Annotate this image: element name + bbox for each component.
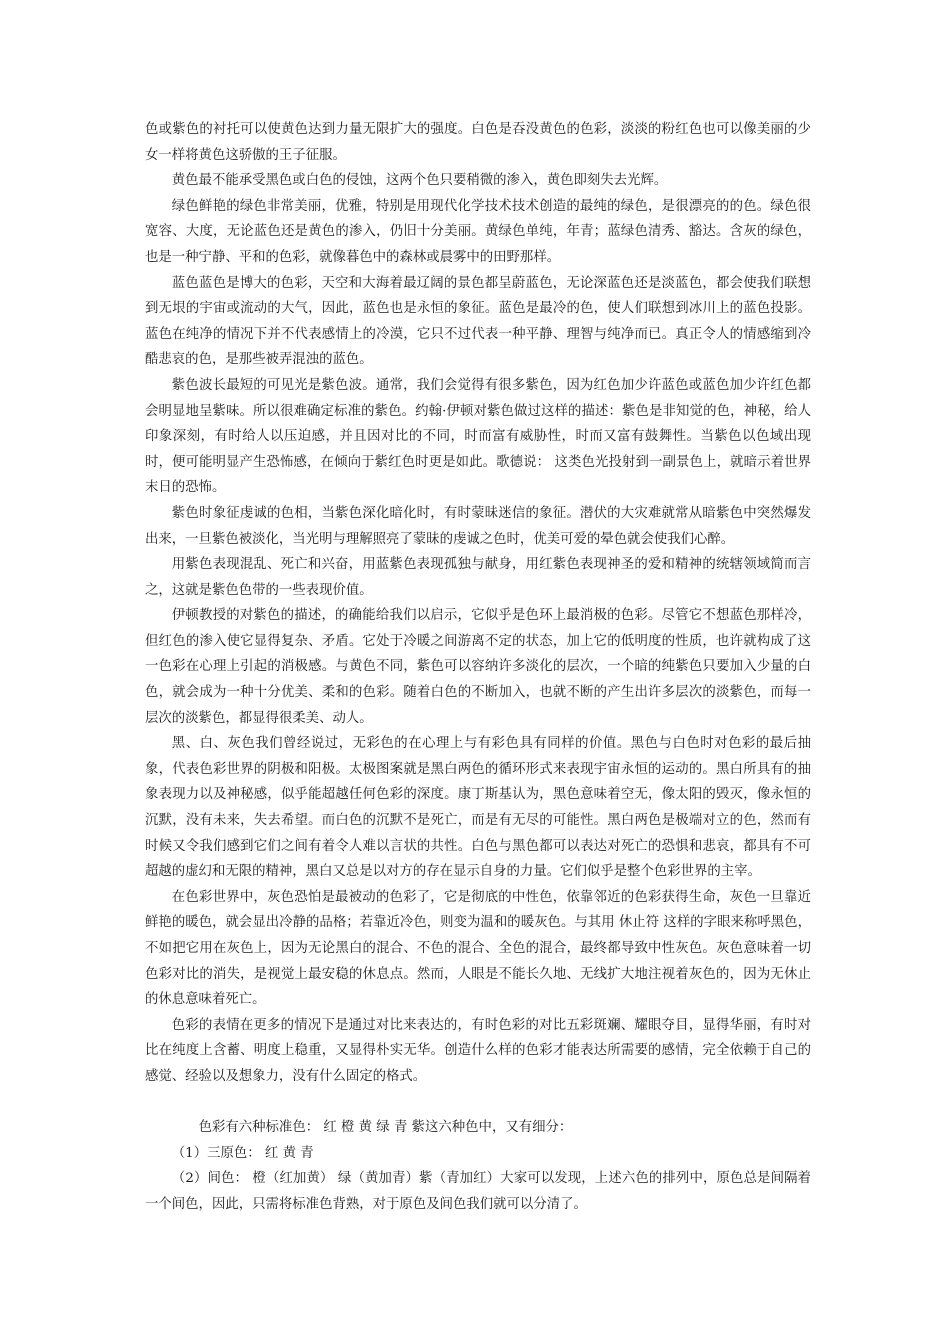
paragraph-yellow-weakness: 黄色最不能承受黑色或白色的侵蚀，这两个色只要稍微的渗入，黄色即刻失去光辉。 [171,173,668,189]
paragraph-gray: 在色彩世界中，灰色恐怕是最被动的色彩了，它是彻底的中性色，依靠邻近的色彩获得生命，灰色一旦靠近鲜艳的暖色，就会显出冷静的品格；若靠近冷色，则变为温和的暖灰色。与其用 休止符 这样的字眼来称呼黑色，不如把它用在灰色上，因为无论黑白的混合、不色的混合、全色的混合，最终都导致中性灰色。灰色意味着一切色彩对比的消失，是视觉上最安稳的休息点。然而，人眼是不能长久地、无线扩大地注视着灰色的，因为无休止的休息意味着死亡。 [145,889,811,1008]
paragraph-green: 绿色鲜艳的绿色非常美丽，优雅，特别是用现代化学技术技术创造的最纯的绿色，是很漂亮的的色。绿色很宽容、大度，无论蓝色还是黄色的渗入，仍旧十分美丽。黄绿色单纯，年青；蓝绿色清秀、豁达。含灰的绿色，也是一种宁静、平和的色彩，就像暮色中的森林或晨雾中的田野那样。 [145,198,811,265]
paragraph-yellow-contrast: 色或紫色的衬托可以使黄色达到力量无限扩大的强度。白色是吞没黄色的色彩，淡淡的粉红色也可以像美丽的少女一样将黄色这骄傲的王子征服。 [145,122,811,163]
paragraph-six-standard-colors: 色彩有六种标准色： 红 橙 黄 绿 青 紫这六种色中，又有细分： [198,1120,573,1136]
document-body [145,117,811,1218]
paragraph-color-expression: 色彩的表情在更多的情况下是通过对比来表达的，有时色彩的对比五彩斑斓、耀眼夺目，显得华丽，有时对比在纯度上含蓄、明度上稳重，又显得朴实无华。创造什么样的色彩才能表达所需要的感情，完全依赖于自己的感觉、经验以及想象力，没有什么固定的格式。 [145,1017,811,1084]
paragraph-purple-wavelength: 紫色波长最短的可见光是紫色波。通常，我们会觉得有很多紫色，因为红色加少许蓝色或蓝色加少许红色都会明显地呈紫味。所以很难确定标准的紫色。约翰·伊顿对紫色做过这样的描述：紫色是非知觉的色，神秘，给人印象深刻，有时给人以压迫感，并且因对比的不同，时而富有威胁性，时而又富有鼓舞性。当紫色以色域出现时，便可能明显产生恐怖感，在倾向于紫红色时更是如此。歌德说： 这类色光投射到一副景色上，就暗示着世界末日的恐怖。 [145,377,811,496]
paragraph-black-white-gray: 黑、白、灰色我们曾经说过，无彩色的在心理上与有彩色具有同样的价值。黑色与白色时对色彩的最后抽象，代表色彩世界的阴极和阳极。太极图案就是黑白两色的循环形式来表现宇宙永恒的运动的。黑白所具有的抽象表现力以及神秘感，似乎能超越任何色彩的深度。康丁斯基认为，黑色意味着空无，像太阳的毁灭，像永恒的沉默，没有未来，失去希望。而白色的沉默不是死亡，而是有无尽的可能性。黑白两色是极端对立的色，然而有时候又令我们感到它们之间有着令人难以言状的共性。白色与黑色都可以表达对死亡的恐惧和悲哀，都具有不可超越的虚幻和无限的精神，黑白又总是以对方的存在显示自身的力量。它们似乎是整个色彩世界的主宰。 [145,736,811,880]
paragraph-itten-purple: 伊顿教授的对紫色的描述，的确能给我们以启示，它似乎是色环上最消极的色彩。尽管它不想蓝色那样冷，但红色的渗入使它显得复杂、矛盾。它处于冷暖之间游离不定的状态，加上它的低明度的性质，也许就构成了这一色彩在心理上引起的消极感。与黄色不同，紫色可以容纳许多淡化的层次，一个暗的纯紫色只要加入少量的白色，就会成为一种十分优美、柔和的色彩。随着白色的不断加入，也就不断的产生出许多层次的淡紫色，而每一层次的淡紫色，都显得很柔美、动人。 [145,608,811,726]
paragraph-purple-expression: 用紫色表现混乱、死亡和兴奋，用蓝紫色表现孤独与献身，用红紫色表现神圣的爱和精神的统辖领域简而言之，这就是紫色色带的一些表现价值。 [145,557,811,598]
paragraph-blue: 蓝色蓝色是博大的色彩，天空和大海着最辽阔的景色都呈蔚蓝色，无论深蓝色还是淡蓝色，都会使我们联想到无垠的宇宙或流动的大气，因此，蓝色也是永恒的象征。蓝色是最冷的色，使人们联想到冰川上的蓝色投影。蓝色在纯净的情况下并不代表感情上的冷漠，它只不过代表一种平静、理智与纯净而已。真正令人的情感缩到冷酷悲哀的色，是那些被弄混浊的蓝色。 [145,275,811,368]
paragraph-purple-symbol: 紫色时象征虔诚的色相，当紫色深化暗化时，有时蒙昧迷信的象征。潜伏的大灾难就常从暗紫色中突然爆发出来，一旦紫色被淡化，当光明与理解照亮了蒙昧的虔诚之色时，优美可爱的晕色就会使我们心醉。 [145,505,811,547]
paragraph-primary-colors: （1）三原色： 红 黄 青 [171,1145,314,1161]
paragraph-secondary-colors: （2）间色： 橙（红加黄） 绿（黄加青）紫（青加红）大家可以发现，上述六色的排列中，原色总是间隔着一个间色，因此，只需将标准色背熟，对于原色及间色我们就可以分清了。 [145,1171,811,1212]
